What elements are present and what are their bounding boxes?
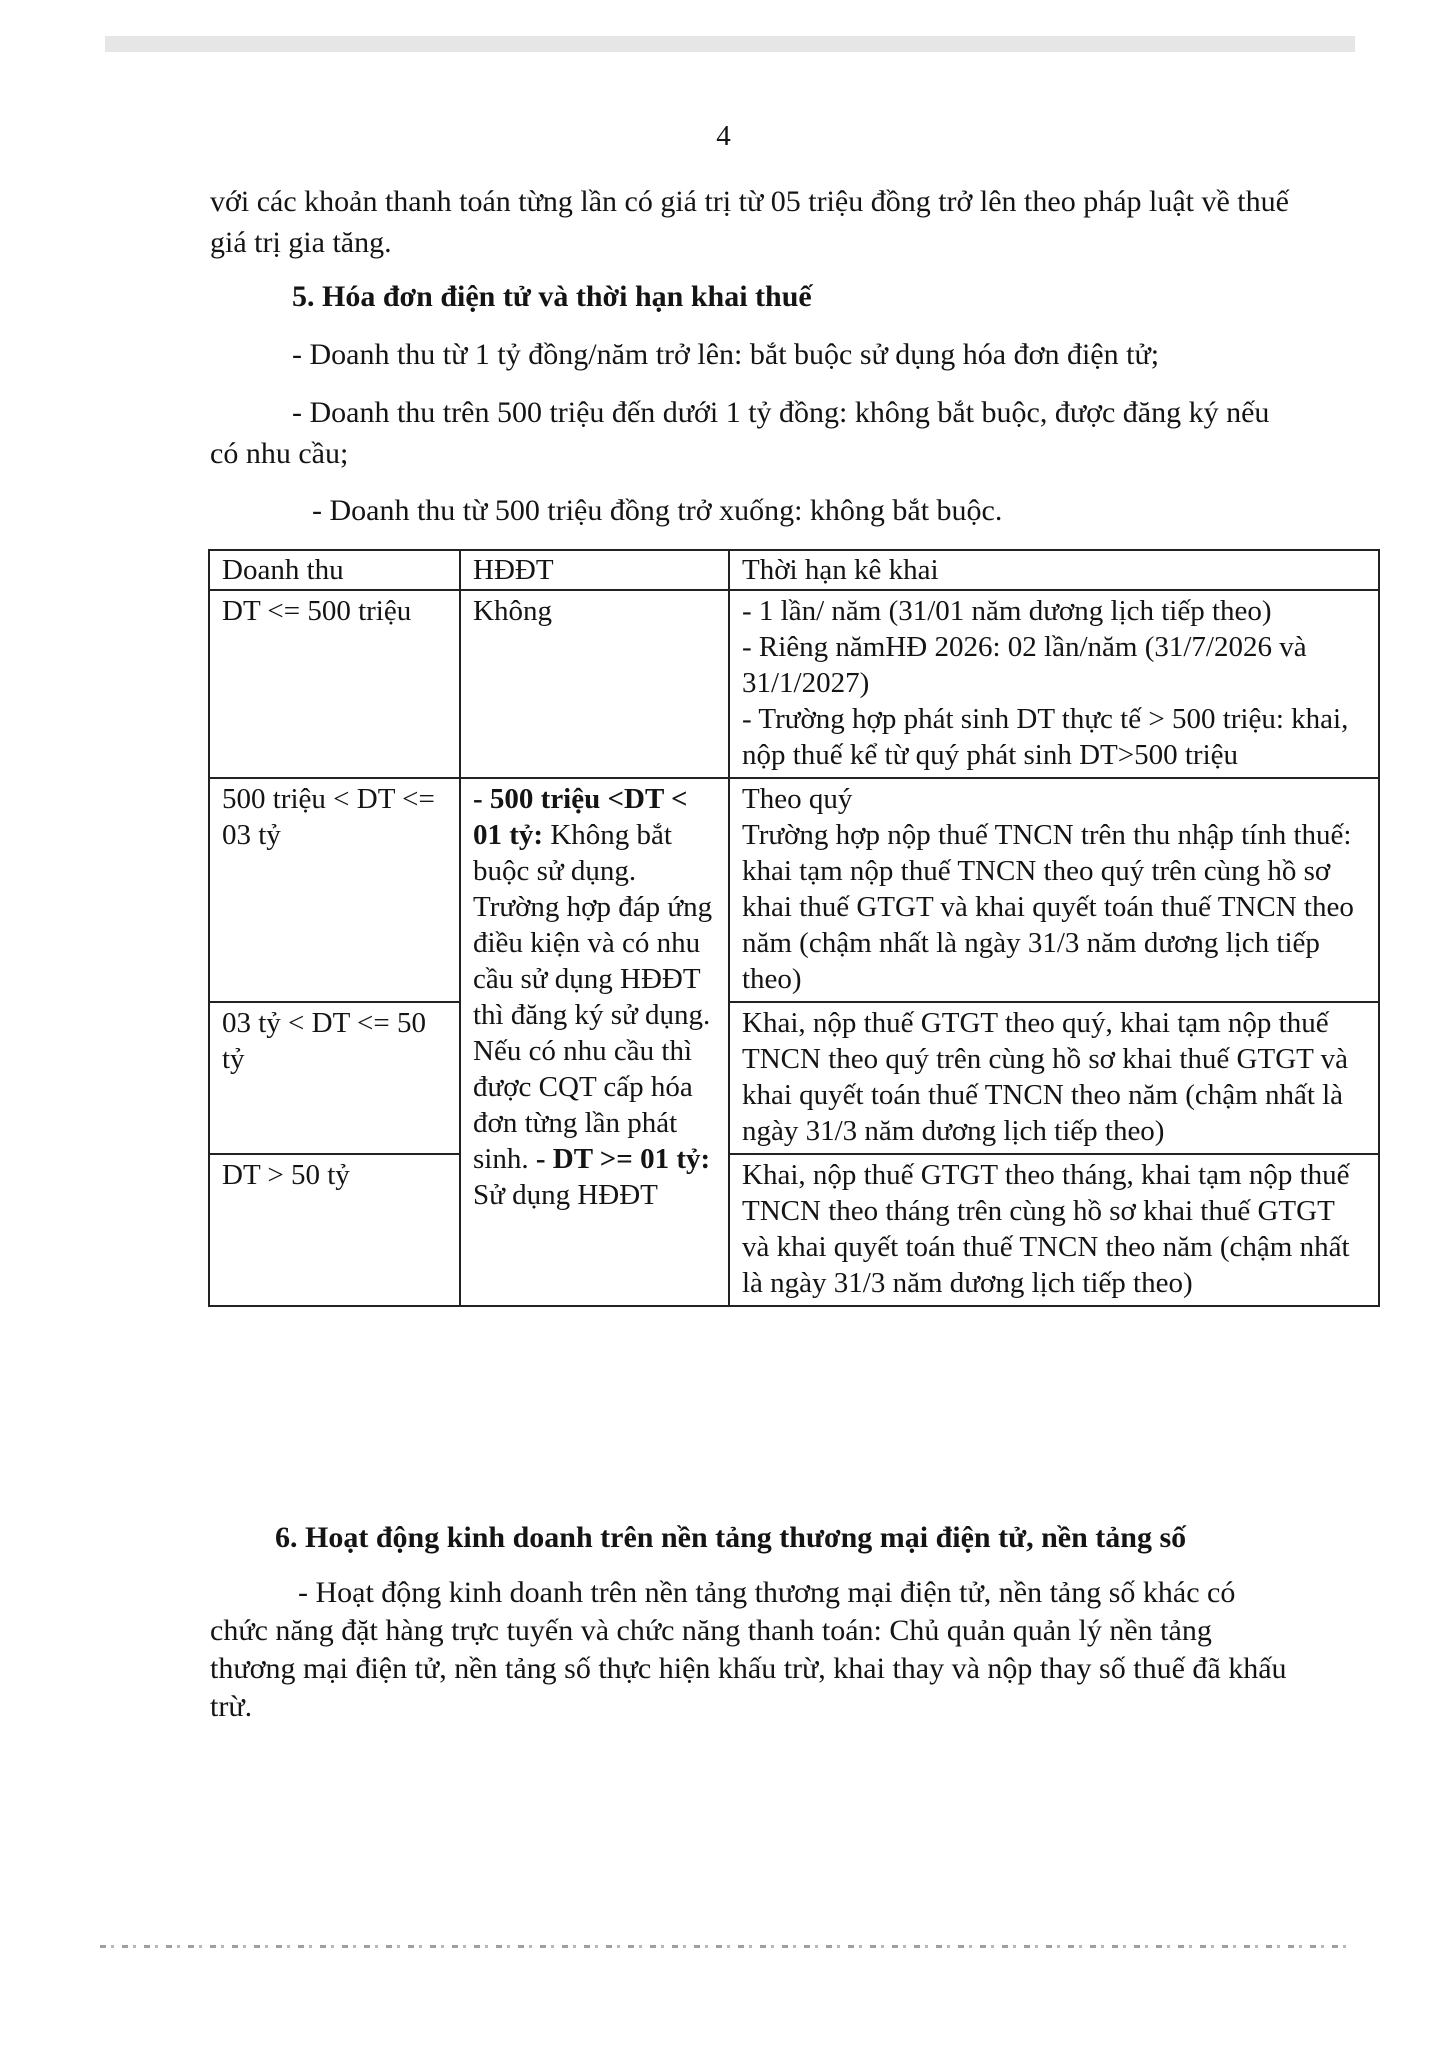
table-row bbox=[209, 1002, 1379, 1154]
deadline-line: Theo quý bbox=[742, 783, 853, 815]
revenue-cell: DT <= 500 triệu bbox=[209, 590, 460, 778]
deadline-line: - Trường hợp phát sinh DT thực tế > 500 triệu: khai, nộp thuế kể từ quý phát sinh DT>500 triệu bbox=[742, 703, 1349, 771]
revenue-cell: 500 triệu < DT <= 03 tỷ bbox=[209, 778, 460, 1002]
deadline-cell bbox=[729, 590, 1379, 778]
table-row bbox=[209, 1154, 1379, 1306]
deadline-cell bbox=[729, 778, 1379, 1002]
section-6-paragraph: - Hoạt động kinh doanh trên nền tảng thương mại điện tử, nền tảng số khác có chức năng đặt hàng trực tuyến và chức năng thanh toán: Chủ quản quản lý nền tảng thương mại điện tử, nền tảng số thực hiện khấu trừ, khai thay và nộp thay số thuế đã khấu trừ. bbox=[210, 1576, 1287, 1723]
header-revenue: Doanh thu bbox=[209, 550, 460, 590]
tax-deadline-table bbox=[208, 549, 1380, 1307]
deadline-line: Trường hợp nộp thuế TNCN trên thu nhập tính thuế: khai tạm nộp thuế TNCN theo quý trên cùng hồ sơ khai thuế GTGT và khai quyết toán thuế TNCN theo năm (chậm nhất là ngày 31/3 năm dương lịch tiếp theo) bbox=[742, 819, 1354, 995]
page-number: 4 bbox=[716, 120, 731, 152]
invoice-rule-1-label: - 500 triệu <DT < 01 tỷ: bbox=[473, 783, 688, 851]
section-5-bullet-2: - Doanh thu trên 500 triệu đến dưới 1 tỷ đồng: không bắt buộc, được đăng ký nếu có nhu cầu; bbox=[210, 396, 1270, 470]
invoice-cell: Không bbox=[460, 590, 729, 778]
deadline-line: Khai, nộp thuế GTGT theo quý, khai tạm nộp thuế TNCN theo quý trên cùng hồ sơ khai thuế GTGT và khai quyết toán thuế TNCN theo năm (chậm nhất là ngày 31/3 năm dương lịch tiếp theo) bbox=[742, 1007, 1348, 1147]
section-6-heading: 6. Hoạt động kinh doanh trên nền tảng thương mại điện tử, nền tảng số bbox=[275, 1521, 1187, 1554]
section-5-heading: 5. Hóa đơn điện tử và thời hạn khai thuế bbox=[292, 280, 812, 313]
table-row bbox=[209, 778, 1379, 1002]
deadline-line: - Riêng nămHĐ 2026: 02 lần/năm (31/7/2026 và 31/1/2027) bbox=[742, 631, 1307, 699]
invoice-rule-2-text: Sử dụng HĐĐT bbox=[473, 1179, 658, 1211]
section-5-bullet-3: - Doanh thu từ 500 triệu đồng trở xuống: không bắt buộc. bbox=[312, 494, 1003, 527]
deadline-line: Khai, nộp thuế GTGT theo tháng, khai tạm nộp thuế TNCN theo tháng trên cùng hồ sơ khai thuế GTGT và khai quyết toán thuế TNCN theo năm (chậm nhất là ngày 31/3 năm dương lịch tiếp theo) bbox=[742, 1159, 1350, 1299]
deadline-cell bbox=[729, 1002, 1379, 1154]
invoice-rule-2-label: - DT >= 01 tỷ: bbox=[535, 1143, 711, 1175]
header-invoice: HĐĐT bbox=[460, 550, 729, 590]
section-5-bullet-1: - Doanh thu từ 1 tỷ đồng/năm trở lên: bắt buộc sử dụng hóa đơn điện tử; bbox=[292, 338, 1160, 371]
intro-paragraph: với các khoản thanh toán từng lần có giá trị từ 05 triệu đồng trở lên theo pháp luật về thuế giá trị gia tăng. bbox=[210, 185, 1289, 259]
top-scan-bar bbox=[105, 36, 1355, 52]
bottom-scan-noise bbox=[100, 1945, 1350, 1948]
deadline-line: - 1 lần/ năm (31/01 năm dương lịch tiếp theo) bbox=[742, 595, 1272, 627]
invoice-rule-1-text: Không bắt buộc sử dụng. Trường hợp đáp ứng điều kiện và có nhu cầu sử dụng HĐĐT thì đăng ký sử dụng. Nếu có nhu cầu thì được CQT cấp hóa đơn từng lần phát sinh. bbox=[473, 819, 713, 1175]
header-deadline: Thời hạn kê khai bbox=[729, 550, 1379, 590]
deadline-cell bbox=[729, 1154, 1379, 1306]
revenue-cell: 03 tỷ < DT <= 50 tỷ bbox=[209, 1002, 460, 1154]
invoice-merged-cell bbox=[460, 778, 729, 1306]
table-header-row bbox=[209, 550, 1379, 590]
table-row bbox=[209, 590, 1379, 778]
revenue-cell: DT > 50 tỷ bbox=[209, 1154, 460, 1306]
